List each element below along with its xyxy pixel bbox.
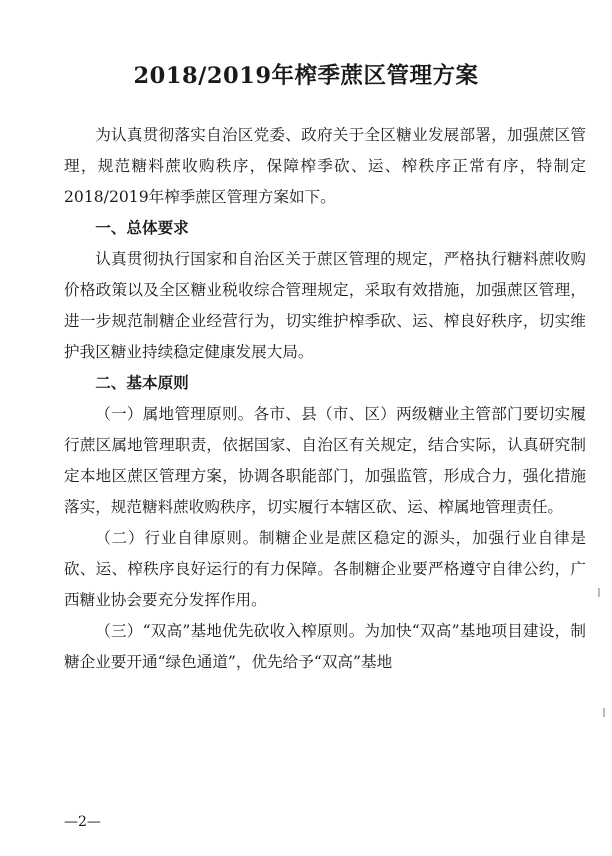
principle-industry-self-discipline: （二）行业自律原则。制糖企业是蔗区稳定的源头，加强行业自律是砍、运、榨秩序良好运行的有力保障。各制糖企业要严格遵守自律公约，广西糖业协会要充分发挥作用。	[64, 529, 586, 609]
principle-territorial-management: （一）属地管理原则。各市、县（市、区）两级糖业主管部门要切实履行蔗区属地管理职责，依据国家、自治区有关规定，结合实际，认真研究制定本地区蔗区管理方案，协调各职能部门，加强监管，形成合力，强化措施落实，规范糖料蔗收购秩序，切实履行本辖区砍、运、榨属地管理责任。	[64, 405, 586, 516]
section-heading-general-requirements: 一、总体要求	[95, 219, 189, 237]
scan-artifact-mark	[598, 588, 600, 597]
principle-double-high-priority: （三）“双高”基地优先砍收入榨原则。为加快“双高”基地项目建设，制糖企业要开通“绿色通道”，优先给予“双高”基地	[64, 622, 586, 671]
intro-paragraph: 为认真贯彻落实自治区党委、政府关于全区糖业发展部署，加强蔗区管理，规范糖料蔗收购秩序，保障榨季砍、运、榨秩序正常有序，特制定2018/2019年榨季蔗区管理方案如下。	[64, 126, 586, 206]
document-title: 2018/2019年榨季蔗区管理方案	[133, 63, 479, 89]
page-number: —2—	[64, 814, 101, 830]
scan-artifact-mark	[603, 708, 605, 717]
general-requirements-paragraph: 认真贯彻执行国家和自治区关于蔗区管理的规定，严格执行糖料蔗收购价格政策以及全区糖业税收综合管理规定，采取有效措施，加强蔗区管理，进一步规范制糖企业经营行为，切实维护榨季砍、运、榨良好秩序，切实维护我区糖业持续稳定健康发展大局。	[64, 250, 586, 361]
section-heading-basic-principles: 二、基本原则	[95, 374, 189, 392]
document-body	[64, 120, 586, 678]
